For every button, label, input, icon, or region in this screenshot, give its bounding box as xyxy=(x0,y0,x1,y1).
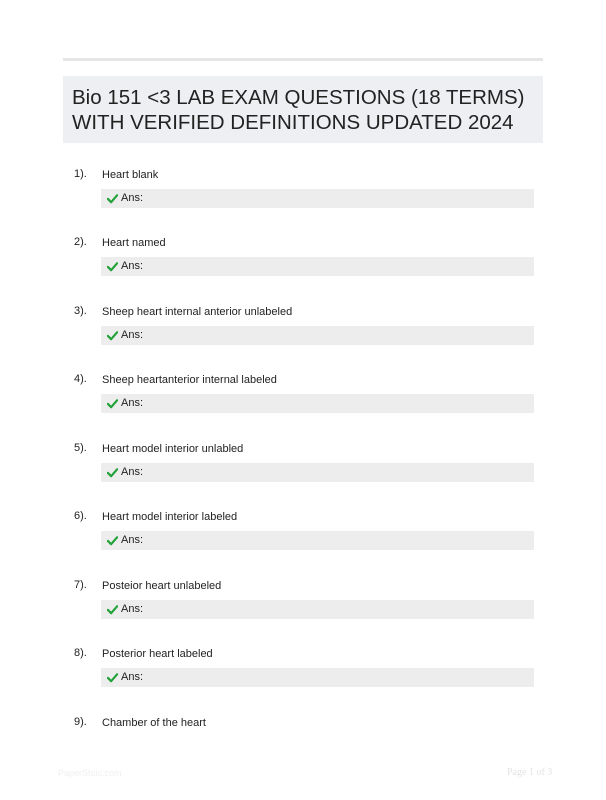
document-title-line-2: WITH VERIFIED DEFINITIONS UPDATED 2024 xyxy=(72,111,514,134)
document-title-line-1: Bio 151 <3 LAB EXAM QUESTIONS (18 TERMS) xyxy=(72,86,525,109)
answer-box xyxy=(101,326,534,345)
top-divider xyxy=(63,58,543,61)
question-text: Sheep heart internal anterior unlabeled xyxy=(102,306,293,318)
page-number: Page 1 of 3 xyxy=(507,767,553,778)
check-icon xyxy=(107,604,118,615)
answer-box xyxy=(101,394,534,413)
answer-box xyxy=(101,257,534,276)
answer-label: Ans: xyxy=(121,192,144,204)
question-number: 4). xyxy=(74,373,87,385)
check-icon xyxy=(107,672,118,683)
answer-box xyxy=(101,600,534,619)
answer-label: Ans: xyxy=(121,466,144,478)
check-icon xyxy=(107,535,118,546)
check-icon xyxy=(107,193,118,204)
question-number: 7). xyxy=(74,579,87,591)
question-text: Heart named xyxy=(102,237,166,249)
question-number: 1). xyxy=(74,168,87,180)
document-title-box xyxy=(63,76,543,143)
question-text: Heart model interior unlabled xyxy=(102,443,244,455)
footer-watermark: PaperStoic.com xyxy=(58,768,122,778)
question-number: 8). xyxy=(74,647,87,659)
answer-label: Ans: xyxy=(121,397,144,409)
question-number: 2). xyxy=(74,236,87,248)
check-icon xyxy=(107,398,118,409)
answer-label: Ans: xyxy=(121,260,144,272)
answer-box xyxy=(101,668,534,687)
answer-box xyxy=(101,463,534,482)
question-number: 5). xyxy=(74,442,87,454)
answer-box xyxy=(101,531,534,550)
check-icon xyxy=(107,467,118,478)
question-text: Chamber of the heart xyxy=(102,717,206,729)
question-number: 9). xyxy=(74,716,87,728)
answer-label: Ans: xyxy=(121,603,144,615)
answer-label: Ans: xyxy=(121,671,144,683)
question-number: 3). xyxy=(74,305,87,317)
question-text: Heart blank xyxy=(102,169,159,181)
question-number: 6). xyxy=(74,510,87,522)
question-text: Posterior heart labeled xyxy=(102,648,213,660)
answer-label: Ans: xyxy=(121,534,144,546)
answer-label: Ans: xyxy=(121,329,144,341)
answer-box xyxy=(101,189,534,208)
question-text: Sheep heartanterior internal labeled xyxy=(102,374,277,386)
question-text: Posteior heart unlabeled xyxy=(102,580,222,592)
check-icon xyxy=(107,330,118,341)
check-icon xyxy=(107,261,118,272)
question-text: Heart model interior labeled xyxy=(102,511,238,523)
